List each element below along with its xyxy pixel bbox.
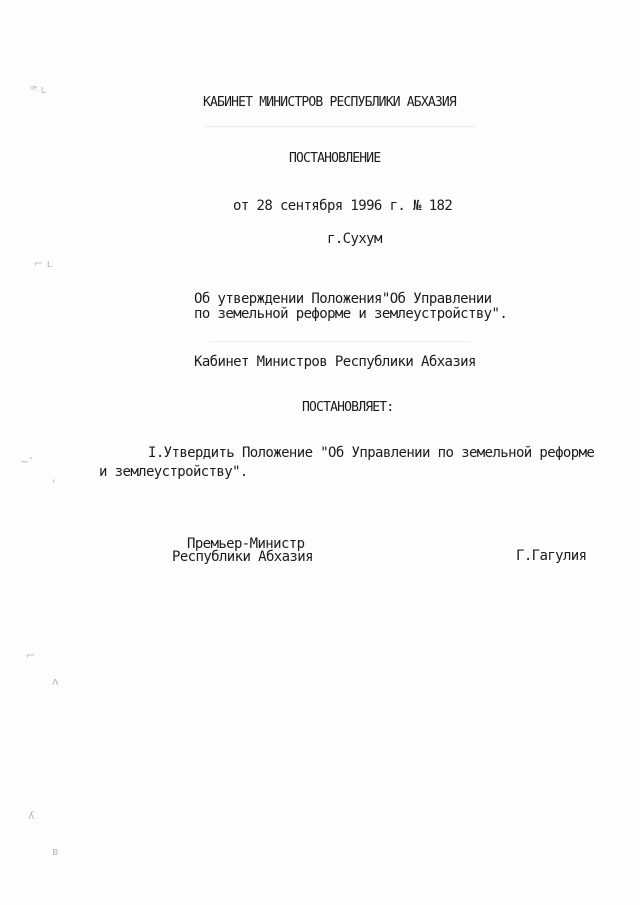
show-through-line	[210, 341, 470, 342]
document-type-heading: ПОСТАНОВЛЕНИЕ	[289, 151, 381, 166]
margin-mark: ꟹ ʟ	[30, 83, 47, 96]
show-through-line	[205, 126, 475, 127]
place-of-issue: г.Сухум	[327, 231, 382, 247]
margin-mark: ⌐ ʟ	[34, 257, 53, 270]
margin-mark: ʻ	[52, 477, 56, 490]
subject-line-1: Об утверждении Положения"Об Управлении	[194, 291, 492, 307]
signatory-title-line-2: Республики Абхазия	[172, 549, 313, 565]
margin-mark: ⌐	[26, 649, 36, 662]
organization-heading: КАБИНЕТ МИНИСТРОВ РЕСПУБЛИКИ АБХАЗИЯ	[203, 95, 456, 110]
resolution-item-1-line-2: и землеустройству".	[99, 464, 248, 480]
issuer-statement: Кабинет Министров Республики Абхазия	[194, 354, 476, 370]
margin-mark: ~ʼ	[20, 455, 33, 468]
signatory-name: Г.Гагулия	[516, 548, 587, 564]
margin-mark: ʎ	[28, 809, 35, 822]
signatory-title-line-1: Премьер-Министр	[187, 536, 305, 552]
subject-line-2: по земельной реформе и землеустройству".	[194, 306, 508, 322]
margin-mark: ʌ	[52, 675, 59, 688]
margin-mark: ʙ	[52, 845, 59, 858]
date-and-number: от 28 сентября 1996 г. № 182	[233, 198, 453, 214]
resolution-item-1-line-1: I.Утвердить Положение "Об Управлении по земельной реформе	[148, 445, 595, 461]
resolves-heading: ПОСТАНОВЛЯЕТ:	[302, 400, 394, 415]
